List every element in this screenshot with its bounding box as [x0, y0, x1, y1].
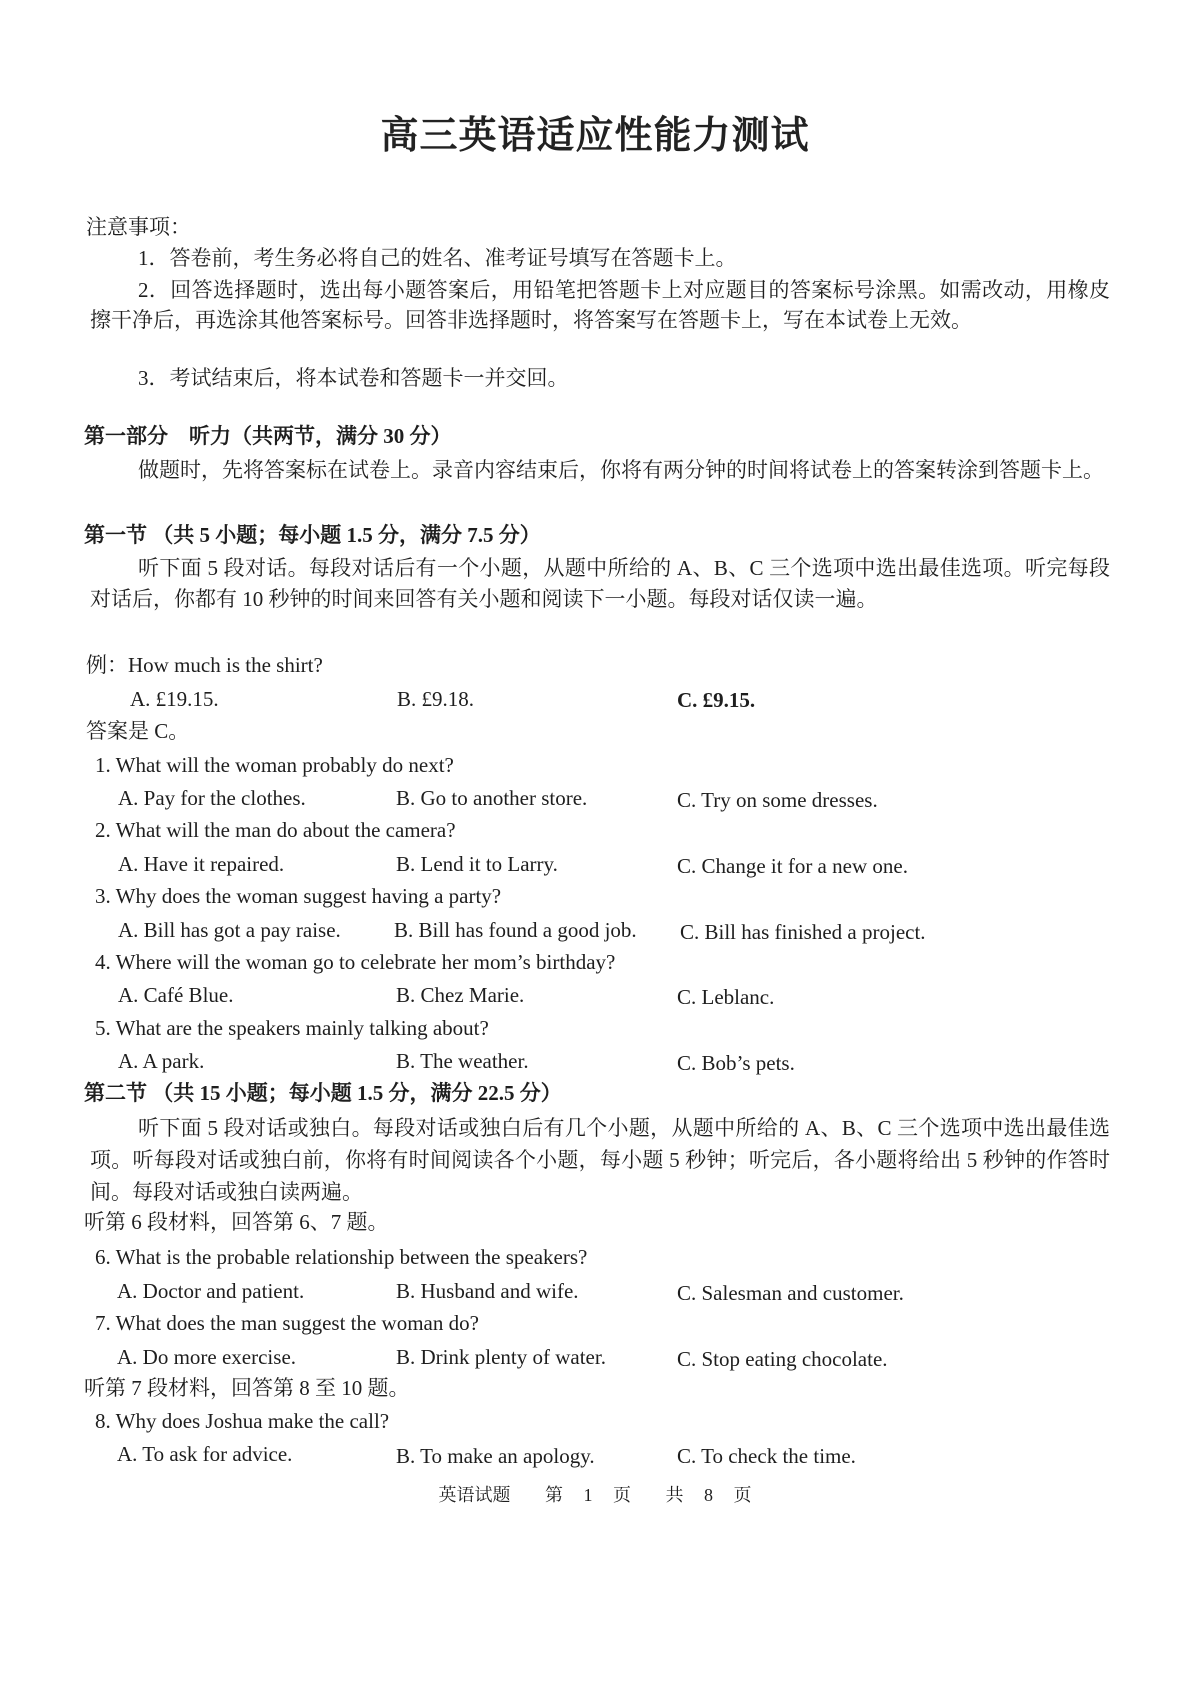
footer-total-suffix: 页	[733, 1485, 752, 1505]
part1-heading: 第一部分 听力（共两节，满分 30 分）	[84, 424, 452, 448]
question-5: 5. What are the speakers mainly talking about?	[95, 1016, 489, 1040]
question-3-option-c[interactable]: C. Bill has finished a project.	[680, 920, 926, 944]
footer-subject: 英语试题	[438, 1485, 511, 1505]
question-3-option-b[interactable]: B. Bill has found a good job.	[394, 918, 637, 942]
notice-item-1: 1．答卷前，考生务必将自己的姓名、准考证号填写在答题卡上。	[138, 246, 737, 270]
example-option-c: C. £9.15.	[677, 688, 756, 712]
question-8-option-c[interactable]: C. To check the time.	[677, 1444, 856, 1468]
section1-heading: 第一节 （共 5 小题；每小题 1.5 分，满分 7.5 分）	[84, 523, 541, 547]
question-2-option-b[interactable]: B. Lend it to Larry.	[396, 852, 558, 876]
section2-heading: 第二节 （共 15 小题；每小题 1.5 分，满分 22.5 分）	[84, 1081, 562, 1105]
page-footer	[0, 1481, 1190, 1507]
question-6-option-a[interactable]: A. Doctor and patient.	[117, 1279, 305, 1303]
footer-page-suffix: 页	[613, 1485, 631, 1505]
footer-page-number: 1	[583, 1485, 593, 1505]
section2-instruction: 听下面 5 段对话或独白。每段对话或独白后有几个小题，从题中所给的 A、B、C 三个选项中选出最佳选项。听每段对话或独白前，你将有时间阅读各个小题，每小题 5 秒钟；听完后，各小题将给出 5 秒钟的作答时间。每段对话或独白读两遍。	[90, 1116, 1110, 1204]
question-5-option-a[interactable]: A. A park.	[118, 1049, 205, 1073]
question-4-option-b[interactable]: B. Chez Marie.	[396, 983, 525, 1007]
question-7: 7. What does the man suggest the woman do?	[95, 1311, 479, 1335]
footer-page-prefix: 第	[545, 1485, 563, 1505]
question-1: 1. What will the woman probably do next?	[95, 753, 454, 777]
question-3-option-a[interactable]: A. Bill has got a pay raise.	[118, 918, 341, 942]
part1-instruction: 做题时，先将答案标在试卷上。录音内容结束后，你将有两分钟的时间将试卷上的答案转涂到答题卡上。	[138, 458, 1104, 482]
section1-instruction: 听下面 5 段对话。每段对话后有一个小题，从题中所给的 A、B、C 三个选项中选出最佳选项。听完每段对话后，你都有 10 秒钟的时间来回答有关小题和阅读下一小题。每段对话仅读一遍。	[90, 556, 1110, 611]
question-1-option-a[interactable]: A. Pay for the clothes.	[118, 786, 306, 810]
question-7-option-a[interactable]: A. Do more exercise.	[117, 1345, 297, 1369]
example-option-b: B. £9.18.	[397, 687, 475, 711]
page-title: 高三英语适应性能力测试	[380, 113, 810, 157]
material-6-note: 听第 6 段材料，回答第 6、7 题。	[84, 1210, 389, 1234]
question-5-option-b[interactable]: B. The weather.	[396, 1049, 529, 1073]
footer-total-prefix: 共	[665, 1485, 684, 1505]
question-6-option-c[interactable]: C. Salesman and customer.	[677, 1281, 904, 1305]
question-4-option-a[interactable]: A. Café Blue.	[118, 983, 234, 1007]
question-2: 2. What will the man do about the camera?	[95, 818, 456, 842]
question-7-option-b[interactable]: B. Drink plenty of water.	[396, 1345, 606, 1369]
question-1-option-c[interactable]: C. Try on some dresses.	[677, 788, 878, 812]
material-7-note: 听第 7 段材料，回答第 8 至 10 题。	[84, 1376, 410, 1400]
question-2-option-c[interactable]: C. Change it for a new one.	[677, 854, 908, 878]
notice-item-3: 3．考试结束后，将本试卷和答题卡一并交回。	[138, 366, 569, 390]
question-8-option-b[interactable]: B. To make an apology.	[396, 1444, 595, 1468]
footer-total-pages: 8	[704, 1485, 713, 1505]
question-6: 6. What is the probable relationship between the speakers?	[95, 1245, 588, 1269]
example-option-a: A. £19.15.	[130, 687, 219, 711]
notice-item-2: 2．回答选择题时，选出每小题答案后，用铅笔把答题卡上对应题目的答案标号涂黑。如需改动，用橡皮擦干净后，再选涂其他答案标号。回答非选择题时，将答案写在答题卡上，写在本试卷上无效。	[90, 278, 1110, 332]
question-5-option-c[interactable]: C. Bob’s pets.	[677, 1051, 795, 1075]
question-7-option-c[interactable]: C. Stop eating chocolate.	[677, 1347, 888, 1371]
example-answer: 答案是 C。	[86, 719, 190, 743]
question-4-option-c[interactable]: C. Leblanc.	[677, 985, 775, 1009]
question-1-option-b[interactable]: B. Go to another store.	[396, 786, 588, 810]
question-8-option-a[interactable]: A. To ask for advice.	[117, 1442, 293, 1466]
question-4: 4. Where will the woman go to celebrate her mom’s birthday?	[95, 950, 616, 974]
notice-heading: 注意事项：	[86, 215, 191, 239]
example-question: 例：How much is the shirt?	[86, 653, 323, 677]
question-6-option-b[interactable]: B. Husband and wife.	[396, 1279, 579, 1303]
question-8: 8. Why does Joshua make the call?	[95, 1409, 390, 1433]
question-2-option-a[interactable]: A. Have it repaired.	[118, 852, 285, 876]
question-3: 3. Why does the woman suggest having a party?	[95, 884, 502, 908]
